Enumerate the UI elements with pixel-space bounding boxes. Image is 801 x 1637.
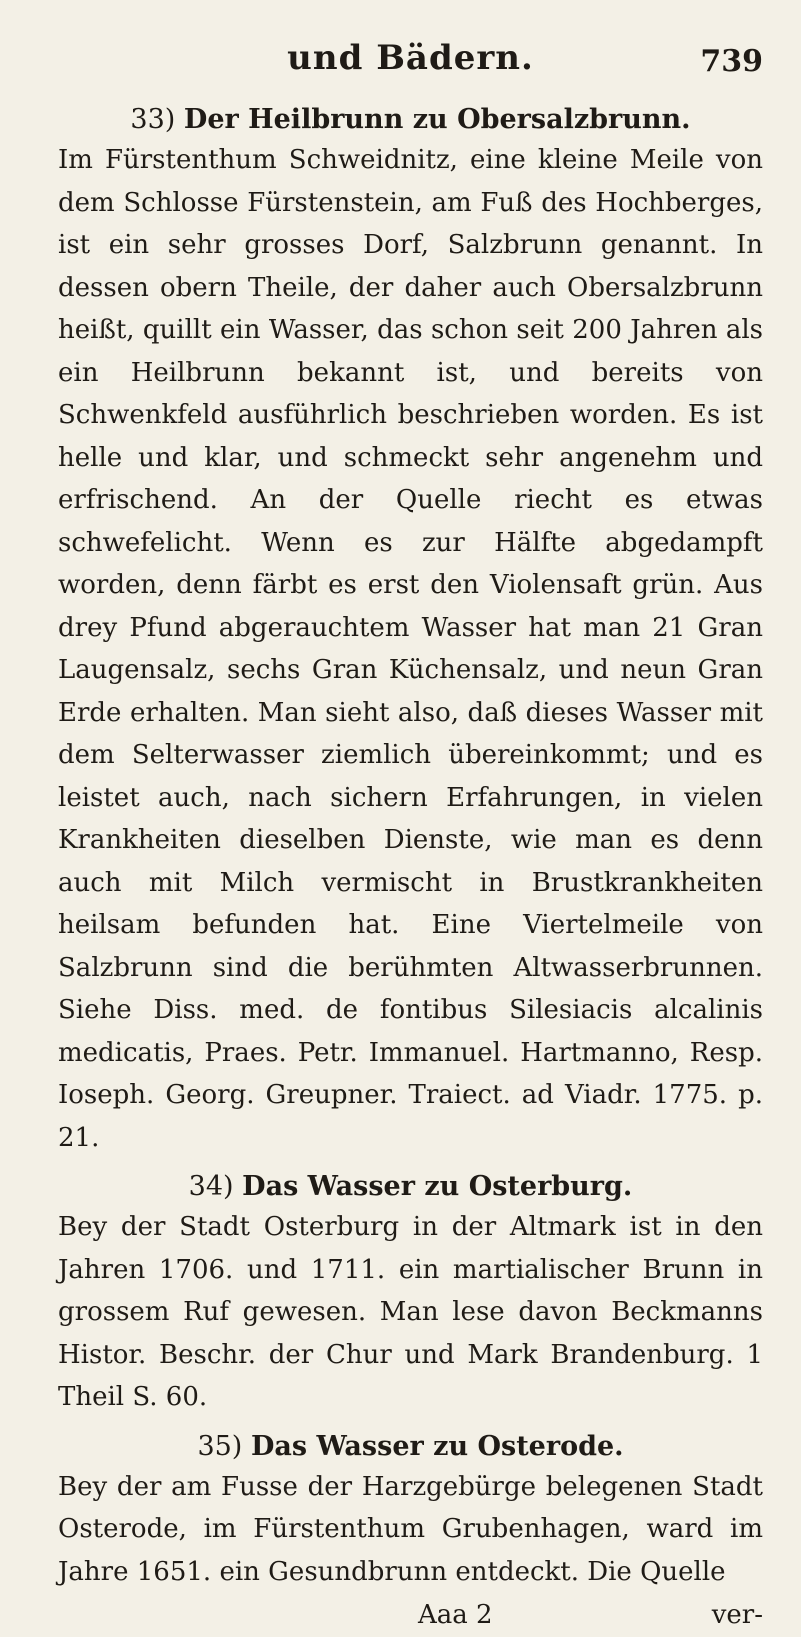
entry-title: Der Heilbrunn zu Obersalzbrunn. <box>183 104 691 135</box>
entry-title: Das Wasser zu Osterode. <box>250 1430 624 1462</box>
running-head <box>58 30 763 92</box>
entry-33 <box>58 104 763 1159</box>
entry-heading <box>58 1171 763 1202</box>
entry-text: Im Fürstenthum Schweidnitz, eine kleine Meile von dem Schlosse Fürstenstein, am Fuß des Hochberges, ist ein sehr grosses Dorf, Salzbrunn genannt. In dessen obern Theile, der daher auch Obersalzbrunn heißt, quillt ein Wasser, das schon seit 200 Jahren als ein Heilbrunn bekannt ist, und bereits von Schwenkfeld ausführlich beschrieben worden. Es ist helle und klar, und schmeckt sehr angenehm und erfrischend. An der Quelle riecht es etwas schwefelicht. Wenn es zur Hälfte abgedampft worden, denn färbt es erst den Violensaft grün. Aus drey Pfund abgerauchtem Wasser hat man 21 Gran Laugensalz, sechs Gran Küchensalz, und neun Gran Erde erhalten. Man sieht also, daß dieses Wasser mit dem Selterwasser ziemlich übereinkommt; und es leistet auch, nach sichern Erfahrungen, in vielen Krankheiten dieselben Dienste, wie man es denn auch mit Milch vermischt in Brustkrankheiten heilsam befunden hat. Eine Viertelmeile von Salzbrunn sind die berühmten Altwasserbrunnen. Siehe Diss. med. de fontibus Silesiacis alcalinis medicatis, Praes. Petr. Immanuel. Hartmanno, Resp. Ioseph. Georg. Greupner. Traiect. ad Viadr. 1775. p. 21. <box>58 145 763 1153</box>
entry-35 <box>58 1431 763 1594</box>
entry-text: Bey der am Fusse der Harzgebürge belegenen Stadt Osterode, im Fürstenthum Grubenhagen, ward im Jahre 1651. ein Gesundbrunn entdeckt. Die Quelle <box>58 1471 763 1587</box>
page-number: 739 <box>700 44 763 79</box>
entry-number: 34) <box>188 1171 234 1202</box>
entry-number: 33) <box>130 104 176 135</box>
entry-number: 35) <box>197 1430 243 1462</box>
entry-heading <box>58 104 763 135</box>
catchword: ver- <box>711 1600 763 1630</box>
entry-heading <box>58 1431 763 1462</box>
page-footer <box>58 1593 763 1637</box>
entry-34 <box>58 1171 763 1419</box>
signature-mark: Aaa 2 <box>418 1600 493 1630</box>
entry-text: Bey der Stadt Osterburg in der Altmark ist in den Jahren 1706. und 1711. ein martialischer Brunn in grossem Ruf gewesen. Man lese davon Beckmanns Histor. Beschr. der Chur und Mark Brandenburg. 1 Theil S. 60. <box>58 1212 763 1412</box>
entry-title: Das Wasser zu Osterburg. <box>242 1171 633 1202</box>
running-title: und Bädern. <box>287 38 534 78</box>
